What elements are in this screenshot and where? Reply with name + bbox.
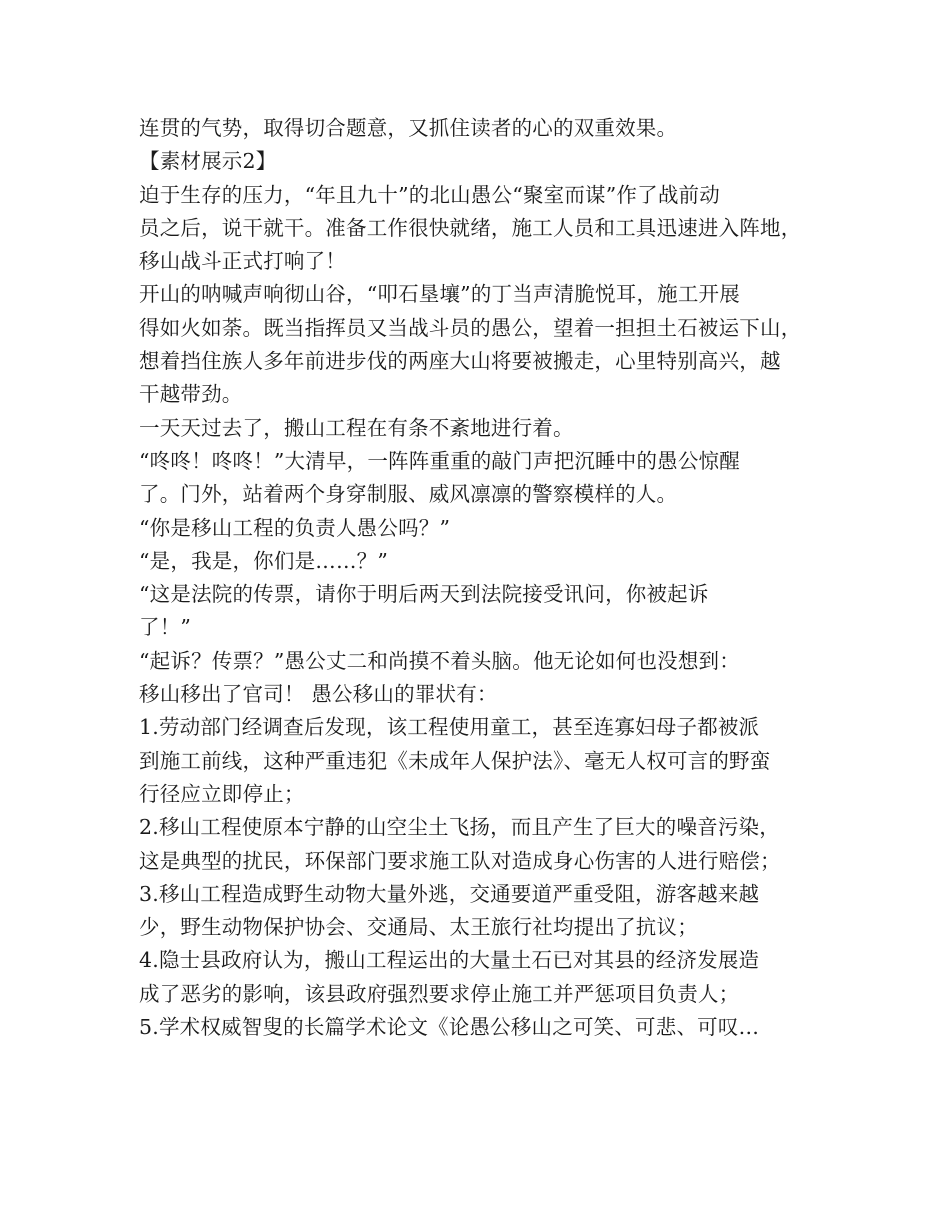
text-line: 得如火如荼。既当指挥员又当战斗员的愚公，望着一担担土石被运下山， (139, 315, 802, 340)
list-item-line: 4.隐士县政府认为，搬山工程运出的大量土石已对其县的经济发展造 (139, 948, 760, 973)
text-line: 一天天过去了，搬山工程在有条不紊地进行着。 (139, 415, 574, 440)
section-heading: 【素材展示2】 (139, 149, 277, 174)
text-line: 开山的呐喊声响彻山谷，“叩石垦壤”的丁当声清脆悦耳，施工开展 (139, 282, 740, 307)
text-line: 移山战斗正式打响了！ (139, 249, 346, 274)
list-item-line: 行径应立即停止； (139, 781, 305, 806)
text-line: 员之后，说干就干。准备工作很快就绪，施工人员和工具迅速进入阵地， (139, 215, 802, 240)
document-page (139, 112, 819, 1044)
text-line: 干越带劲。 (139, 382, 243, 407)
text-line: 移山移出了官司！ 愚公移山的罪状有： (139, 682, 498, 707)
list-item-line: 少，野生动物保护协会、交通局、太王旅行社均提出了抗议； (139, 915, 698, 940)
text-line: 想着挡住族人多年前进步伐的两座大山将要被搬走，心里特别高兴，越 (139, 349, 781, 374)
list-item-line: 成了恶劣的影响，该县政府强烈要求停止施工并严惩项目负责人； (139, 981, 740, 1006)
text-line: “这是法院的传票，请你于明后两天到法院接受讯问，你被起诉 (139, 582, 709, 607)
text-line: “是，我是，你们是……？” (139, 548, 389, 573)
text-line: “起诉？传票？”愚公丈二和尚摸不着头脑。他无论如何也没想到： (139, 648, 740, 673)
list-item-line: 1.劳动部门经调查后发现，该工程使用童工，甚至连寡妇母子都被派 (139, 715, 760, 740)
text-line: “咚咚！咚咚！”大清早，一阵阵重重的敲门声把沉睡中的愚公惊醒 (139, 448, 740, 473)
list-item-line: 2.移山工程使原本宁静的山空尘土飞扬，而且产生了巨大的噪音污染， (139, 815, 780, 840)
text-line: 了。门外，站着两个身穿制服、威风凛凛的警察模样的人。 (139, 482, 678, 507)
text-line: 连贯的气势，取得切合题意，又抓住读者的心的双重效果。 (139, 116, 678, 140)
text-line: 迫于生存的压力，“年且九十”的北山愚公“聚室而谋”作了战前动 (139, 182, 720, 207)
list-item-line: 3.移山工程造成野生动物大量外逃，交通要道严重受阻，游客越来越 (139, 881, 760, 906)
list-item-line: 这是典型的扰民，环保部门要求施工队对造成身心伤害的人进行赔偿； (139, 848, 781, 873)
list-item-line: 5.学术权威智叟的长篇学术论文《论愚公移山之可笑、可悲、可叹… (139, 1015, 760, 1040)
text-line: “你是移山工程的负责人愚公吗？” (139, 515, 451, 540)
list-item-line: 到施工前线，这种严重违犯《未成年人保护法》、毫无人权可言的野蛮 (139, 748, 771, 773)
text-line: 了！” (139, 615, 192, 640)
